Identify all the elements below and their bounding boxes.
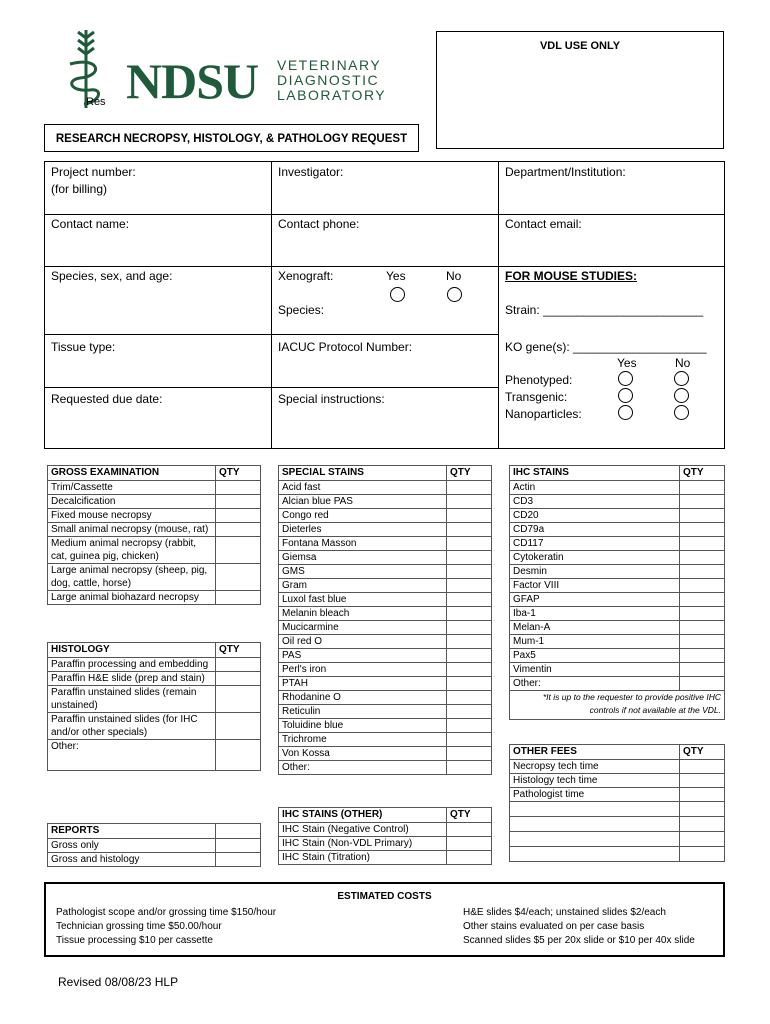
department-field[interactable] bbox=[505, 164, 626, 181]
phenotyped-label: Phenotyped: bbox=[505, 373, 573, 387]
mouse-studies-heading: FOR MOUSE STUDIES: bbox=[505, 269, 638, 283]
table-row: Reticulin bbox=[279, 705, 492, 719]
qty-header: QTY bbox=[216, 466, 261, 481]
transgenic-no-radio[interactable] bbox=[674, 388, 689, 403]
table-row: Gross and histology bbox=[48, 853, 261, 867]
xenograft-yes-radio[interactable] bbox=[390, 287, 405, 302]
table-row: Cytokeratin bbox=[510, 551, 725, 565]
qty-input[interactable] bbox=[680, 579, 725, 593]
table-row: Other: bbox=[48, 740, 261, 771]
table-row: Large animal biohazard necropsy bbox=[48, 591, 261, 605]
qty-input[interactable] bbox=[447, 691, 492, 705]
mouse-no-label: No bbox=[675, 356, 691, 370]
qty-input[interactable] bbox=[447, 551, 492, 565]
xenograft-no-radio[interactable] bbox=[447, 287, 462, 302]
table-row: Iba-1 bbox=[510, 607, 725, 621]
table-row: Paraffin unstained slides (for IHC and/or other specials) bbox=[48, 713, 261, 740]
qty-header: QTY bbox=[680, 745, 725, 760]
table-row: IHC Stain (Titration) bbox=[279, 851, 492, 865]
other-fees-table bbox=[509, 744, 725, 862]
qty-input[interactable] bbox=[680, 593, 725, 607]
qty-input[interactable] bbox=[216, 686, 261, 713]
fee-input[interactable] bbox=[510, 802, 680, 817]
table-row: Luxol fast blue bbox=[279, 593, 492, 607]
nanoparticles-yes-radio[interactable] bbox=[618, 405, 633, 420]
qty-input[interactable] bbox=[680, 509, 725, 523]
qty-header: QTY bbox=[216, 643, 261, 658]
form-title: RESEARCH NECROPSY, HISTOLOGY, & PATHOLOGY REQUEST bbox=[55, 133, 408, 145]
qty-input[interactable] bbox=[216, 658, 261, 672]
ihc-stains-table bbox=[509, 465, 725, 720]
xenograft-yes-label: Yes bbox=[386, 269, 406, 283]
iacuc-label: IACUC Protocol Number: bbox=[278, 340, 413, 354]
project-number-field[interactable] bbox=[51, 164, 136, 198]
table-row: Gram bbox=[279, 579, 492, 593]
requested-due-date-field[interactable] bbox=[51, 391, 162, 408]
table-row: Small animal necropsy (mouse, rat) bbox=[48, 523, 261, 537]
logo-mark-text: Res bbox=[86, 96, 106, 108]
table-row: Fixed mouse necropsy bbox=[48, 509, 261, 523]
table-row: Vimentin bbox=[510, 663, 725, 677]
qty-input[interactable] bbox=[447, 481, 492, 495]
table-row: Gross only bbox=[48, 839, 261, 853]
qty-input[interactable] bbox=[216, 672, 261, 686]
table-row: Fontana Masson bbox=[279, 537, 492, 551]
qty-input[interactable] bbox=[680, 523, 725, 537]
contact-name-field[interactable] bbox=[51, 216, 129, 233]
table-row: Trim/Cassette bbox=[48, 481, 261, 495]
qty-input[interactable] bbox=[447, 495, 492, 509]
ko-genes-field[interactable]: KO gene(s): ____________________ bbox=[505, 340, 707, 354]
qty-input[interactable] bbox=[216, 839, 261, 853]
transgenic-label: Transgenic: bbox=[505, 390, 568, 404]
qty-input[interactable] bbox=[447, 837, 492, 851]
table-row: Toluidine blue bbox=[279, 719, 492, 733]
table-row: Dieterles bbox=[279, 523, 492, 537]
requested-due-date-label: Requested due date: bbox=[51, 392, 163, 406]
ihc-note: *It is up to the requester to provide positive IHC controls if not available at the VDL. bbox=[510, 691, 725, 720]
investigator-field[interactable] bbox=[278, 164, 343, 181]
table-row: Pax5 bbox=[510, 649, 725, 663]
qty-input[interactable] bbox=[680, 832, 725, 847]
table-row: Factor VIII bbox=[510, 579, 725, 593]
species-label: Species: bbox=[278, 303, 325, 317]
table-row: Necropsy tech time bbox=[510, 760, 725, 774]
phenotyped-yes-radio[interactable] bbox=[618, 371, 633, 386]
department-label: Department/Institution: bbox=[505, 165, 626, 179]
reports-title: REPORTS bbox=[48, 824, 216, 839]
table-row: Melan-A bbox=[510, 621, 725, 635]
table-row: Other: bbox=[510, 677, 725, 691]
qty-input[interactable] bbox=[447, 823, 492, 837]
histology-table bbox=[47, 642, 261, 771]
logo-line-1: VETERINARY bbox=[277, 57, 382, 73]
estimated-costs-title: ESTIMATED COSTS bbox=[337, 891, 432, 902]
special-instructions-label: Special instructions: bbox=[278, 392, 385, 406]
qty-input[interactable] bbox=[447, 607, 492, 621]
qty-input[interactable] bbox=[447, 579, 492, 593]
logo-line-3: LABORATORY bbox=[277, 87, 387, 103]
table-row: Paraffin processing and embedding bbox=[48, 658, 261, 672]
qty-input[interactable] bbox=[680, 551, 725, 565]
tissue-type-field[interactable] bbox=[51, 339, 115, 356]
qty-input[interactable] bbox=[680, 760, 725, 774]
ihc-stains-title: IHC STAINS bbox=[510, 466, 680, 481]
qty-input[interactable] bbox=[447, 523, 492, 537]
other-fees-title: OTHER FEES bbox=[510, 745, 680, 760]
table-row: Congo red bbox=[279, 509, 492, 523]
qty-input[interactable] bbox=[447, 747, 492, 761]
table-row: IHC Stain (Negative Control) bbox=[279, 823, 492, 837]
table-row: Mum-1 bbox=[510, 635, 725, 649]
qty-input[interactable] bbox=[680, 663, 725, 677]
xenograft-no-label: No bbox=[446, 269, 462, 283]
special-stains-table bbox=[278, 465, 492, 775]
nanoparticles-no-radio[interactable] bbox=[674, 405, 689, 420]
table-row: Giemsa bbox=[279, 551, 492, 565]
qty-input[interactable] bbox=[680, 677, 725, 691]
xenograft-label: Xenograft: bbox=[278, 269, 334, 283]
qty-input[interactable] bbox=[216, 523, 261, 537]
table-row: CD117 bbox=[510, 537, 725, 551]
species-sex-age-label: Species, sex, and age: bbox=[51, 269, 173, 283]
transgenic-yes-radio[interactable] bbox=[618, 388, 633, 403]
qty-input[interactable] bbox=[680, 635, 725, 649]
table-row: Large animal necropsy (sheep, pig, dog, cattle, horse) bbox=[48, 564, 261, 591]
qty-input[interactable] bbox=[447, 649, 492, 663]
table-row bbox=[510, 847, 725, 862]
form-title-box bbox=[44, 124, 419, 152]
revision-footer: Revised 08/08/23 HLP bbox=[58, 975, 179, 989]
table-row: Paraffin unstained slides (remain unstained) bbox=[48, 686, 261, 713]
qty-input[interactable] bbox=[216, 740, 261, 771]
table-row: CD3 bbox=[510, 495, 725, 509]
project-number-label: Project number: bbox=[51, 165, 136, 179]
qty-input[interactable] bbox=[216, 481, 261, 495]
fee-input[interactable] bbox=[510, 817, 680, 832]
table-row: Rhodanine O bbox=[279, 691, 492, 705]
table-row: CD79a bbox=[510, 523, 725, 537]
contact-phone-field[interactable] bbox=[278, 216, 359, 233]
qty-input[interactable] bbox=[216, 537, 261, 564]
fee-input[interactable] bbox=[510, 832, 680, 847]
qty-input[interactable] bbox=[447, 761, 492, 775]
qty-input[interactable] bbox=[447, 565, 492, 579]
qty-input[interactable] bbox=[447, 663, 492, 677]
qty-input[interactable] bbox=[447, 509, 492, 523]
species-sex-age-field[interactable] bbox=[51, 268, 172, 285]
table-row: Mucicarmine bbox=[279, 621, 492, 635]
costs-left: Pathologist scope and/or grossing time $150/hour Technician grossing time $50.00/hour Tissue processing $10 per cassette bbox=[56, 907, 277, 946]
qty-input[interactable] bbox=[447, 593, 492, 607]
tissue-type-label: Tissue type: bbox=[51, 340, 116, 354]
table-row: Actin bbox=[510, 481, 725, 495]
contact-name-label: Contact name: bbox=[51, 217, 130, 231]
qty-input[interactable] bbox=[216, 713, 261, 740]
qty-header: QTY bbox=[680, 466, 725, 481]
qty-input[interactable] bbox=[447, 621, 492, 635]
qty-input[interactable] bbox=[680, 621, 725, 635]
table-row: PTAH bbox=[279, 677, 492, 691]
qty-header: QTY bbox=[447, 808, 492, 823]
qty-input[interactable] bbox=[216, 509, 261, 523]
gross-examination-table bbox=[47, 465, 261, 605]
table-row: Other: bbox=[279, 761, 492, 775]
table-row: Melanin bleach bbox=[279, 607, 492, 621]
table-row: IHC Stain (Non-VDL Primary) bbox=[279, 837, 492, 851]
mouse-yes-label: Yes bbox=[617, 356, 637, 370]
qty-input[interactable] bbox=[680, 788, 725, 802]
qty-input[interactable] bbox=[216, 495, 261, 509]
species-field[interactable] bbox=[278, 302, 324, 319]
qty-input[interactable] bbox=[680, 537, 725, 551]
table-row: CD20 bbox=[510, 509, 725, 523]
phenotyped-no-radio[interactable] bbox=[674, 371, 689, 386]
table-row: Desmin bbox=[510, 565, 725, 579]
for-billing-label: (for billing) bbox=[51, 182, 108, 196]
qty-header bbox=[216, 824, 261, 839]
table-row: Acid fast bbox=[279, 481, 492, 495]
ihc-other-title: IHC STAINS (OTHER) bbox=[279, 808, 447, 823]
table-row: Perl's iron bbox=[279, 663, 492, 677]
qty-input[interactable] bbox=[680, 649, 725, 663]
qty-input[interactable] bbox=[680, 481, 725, 495]
costs-right: H&E slides $4/each; unstained slides $2/each Other stains evaluated on per case basis Scanned slides $5 per 20x slide or $10 per 40x slide bbox=[463, 907, 695, 946]
contact-phone-label: Contact phone: bbox=[278, 217, 360, 231]
gross-title: GROSS EXAMINATION bbox=[48, 466, 216, 481]
qty-input[interactable] bbox=[447, 733, 492, 747]
table-row bbox=[510, 832, 725, 847]
table-row bbox=[510, 802, 725, 817]
qty-input[interactable] bbox=[447, 851, 492, 865]
ihc-other-table bbox=[278, 807, 492, 865]
table-row: Decalcification bbox=[48, 495, 261, 509]
qty-input[interactable] bbox=[447, 705, 492, 719]
qty-input[interactable] bbox=[447, 635, 492, 649]
qty-input[interactable] bbox=[447, 719, 492, 733]
reports-table bbox=[47, 823, 261, 867]
qty-input[interactable] bbox=[216, 853, 261, 867]
table-row: Von Kossa bbox=[279, 747, 492, 761]
table-row bbox=[510, 691, 725, 720]
nanoparticles-label: Nanoparticles: bbox=[505, 407, 582, 421]
table-row: Alcian blue PAS bbox=[279, 495, 492, 509]
table-row: Trichrome bbox=[279, 733, 492, 747]
qty-input[interactable] bbox=[680, 607, 725, 621]
estimated-costs-box bbox=[44, 882, 725, 957]
qty-input[interactable] bbox=[680, 847, 725, 862]
table-row: Paraffin H&E slide (prep and stain) bbox=[48, 672, 261, 686]
strain-field[interactable]: Strain: ________________________ bbox=[505, 303, 704, 317]
histology-title: HISTOLOGY bbox=[48, 643, 216, 658]
qty-input[interactable] bbox=[680, 565, 725, 579]
table-row: Pathologist time bbox=[510, 788, 725, 802]
qty-input[interactable] bbox=[680, 802, 725, 817]
vdl-use-only-box[interactable] bbox=[436, 31, 724, 149]
table-row bbox=[510, 817, 725, 832]
qty-input[interactable] bbox=[680, 774, 725, 788]
table-row: GFAP bbox=[510, 593, 725, 607]
table-row: PAS bbox=[279, 649, 492, 663]
special-instructions-field[interactable] bbox=[278, 391, 385, 408]
qty-input[interactable] bbox=[447, 537, 492, 551]
vdl-use-only-title: VDL USE ONLY bbox=[539, 40, 621, 52]
fee-input[interactable] bbox=[510, 847, 680, 862]
qty-header: QTY bbox=[447, 466, 492, 481]
logo-line-2: DIAGNOSTIC bbox=[277, 72, 380, 88]
iacuc-field[interactable] bbox=[278, 339, 412, 356]
ndsu-wordmark: NDSU bbox=[126, 53, 259, 109]
contact-email-field[interactable] bbox=[505, 216, 582, 233]
table-row: Medium animal necropsy (rabbit, cat, guinea pig, chicken) bbox=[48, 537, 261, 564]
qty-input[interactable] bbox=[216, 591, 261, 605]
contact-email-label: Contact email: bbox=[505, 217, 582, 231]
special-stains-title: SPECIAL STAINS bbox=[279, 466, 447, 481]
investigator-label: Investigator: bbox=[278, 165, 344, 179]
table-row: Oil red O bbox=[279, 635, 492, 649]
table-row: GMS bbox=[279, 565, 492, 579]
qty-input[interactable] bbox=[447, 677, 492, 691]
qty-input[interactable] bbox=[216, 564, 261, 591]
qty-input[interactable] bbox=[680, 495, 725, 509]
qty-input[interactable] bbox=[680, 817, 725, 832]
table-row: Histology tech time bbox=[510, 774, 725, 788]
